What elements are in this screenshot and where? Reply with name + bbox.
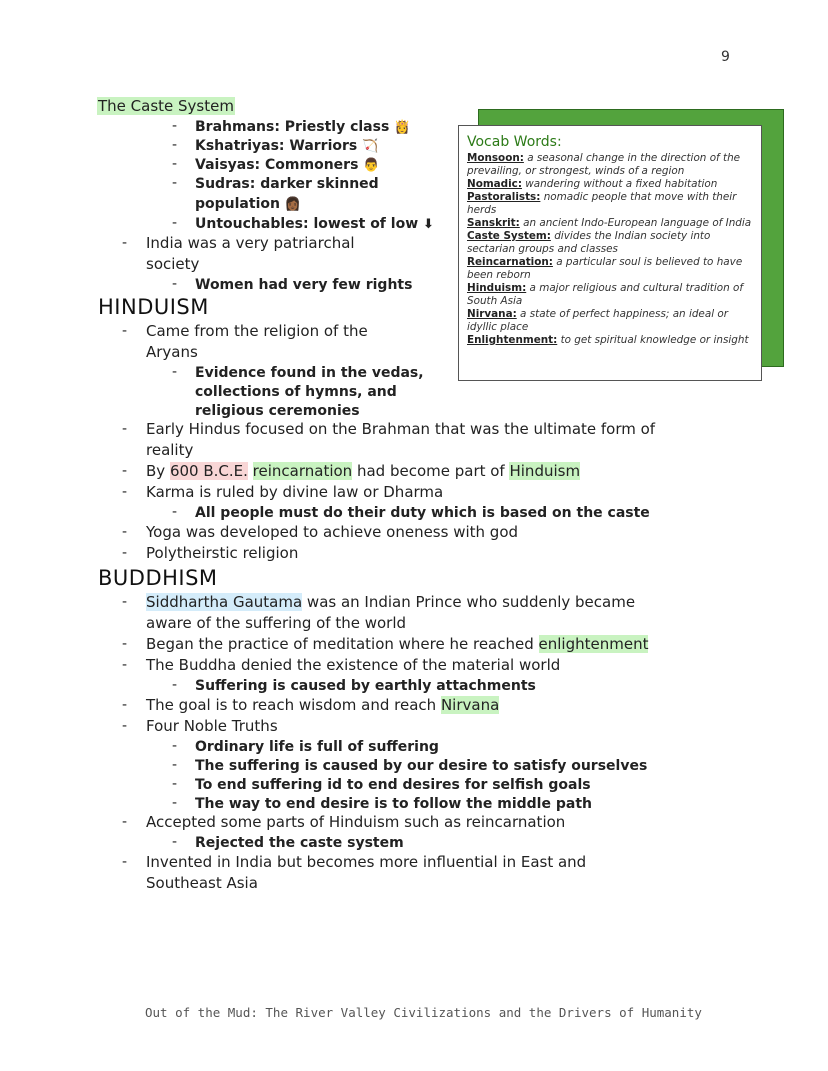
noble-truth-1: Ordinary life is full of suffering <box>195 739 439 755</box>
page-number: 9 <box>721 49 730 65</box>
buddhism-bullet6: Accepted some parts of Hinduism such as reincarnation <box>146 813 566 831</box>
hinduism-bullet3: By 600 B.C.E. reincarnation had become part of Hinduism <box>146 462 581 480</box>
caste-item-brahmans: Brahmans: Priestly class 👸 <box>195 119 411 135</box>
buddhism-bullet3: The Buddha denied the existence of the material world <box>146 656 561 674</box>
hinduism-bullet6: Polytheirstic religion <box>146 544 299 562</box>
buddhism-bullet7-line2: Southeast Asia <box>146 874 258 892</box>
hinduism-bullet1-line2: Aryans <box>146 343 198 361</box>
vocab-monsoon: Monsoon: a seasonal change in the direction of the prevailing, or strongest, winds of a region <box>467 152 741 177</box>
caste-item-sudras-cont: population 👩🏾 <box>195 196 302 212</box>
vocab-title: Vocab Words: <box>467 134 562 150</box>
hinduism-bullet4-sub: All people must do their duty which is based on the caste <box>195 505 650 521</box>
vocab-nomadic: Nomadic: wandering without a fixed habitation <box>467 178 718 190</box>
hinduism-sub1-line3: religious ceremonies <box>195 403 360 419</box>
buddhism-bullet6-sub: Rejected the caste system <box>195 835 404 851</box>
bow-arrow-icon: 🏹 <box>362 139 379 154</box>
vocab-sanskrit: Sanskrit: an ancient Indo-European language of India <box>467 217 752 229</box>
noble-truth-3: To end suffering id to end desires for selfish goals <box>195 777 591 793</box>
caste-item-vaisyas: Vaisyas: Commoners 👨 <box>195 157 380 173</box>
caste-system-title: The Caste System <box>98 97 234 115</box>
hinduism-heading: HINDUISM <box>98 295 209 319</box>
buddhism-bullet1-line2: aware of the suffering of the world <box>146 614 407 632</box>
buddhism-bullet3-sub: Suffering is caused by earthly attachments <box>195 678 536 694</box>
vocab-box <box>458 125 762 381</box>
vocab-caste-system: Caste System: divides the Indian society into sectarian groups and classes <box>467 230 711 255</box>
vocab-reincarnation: Reincarnation: a particular soul is believed to have been reborn <box>467 256 743 281</box>
noble-truth-2: The suffering is caused by our desire to satisfy ourselves <box>195 758 648 774</box>
vocab-pastoralists: Pastoralists: nomadic people that move with their herds <box>467 191 737 216</box>
vocab-hinduism: Hinduism: a major religious and cultural tradition of South Asia <box>467 282 744 307</box>
caste-item-sudras: Sudras: darker skinned <box>195 176 379 192</box>
footer: Out of the Mud: The River Valley Civilizations and the Drivers of Humanity <box>145 1005 702 1020</box>
hinduism-bullet4: Karma is ruled by divine law or Dharma <box>146 483 444 501</box>
hinduism-bullet2-line2: reality <box>146 441 194 459</box>
buddhism-heading: BUDDHISM <box>98 566 218 590</box>
woman-icon: 👩🏾 <box>284 197 302 212</box>
man-icon: 👨 <box>363 158 380 173</box>
hinduism-bullet2-line1: Early Hindus focused on the Brahman that was the ultimate form of <box>146 420 656 438</box>
caste-item-kshatriyas: Kshatriyas: Warriors 🏹 <box>195 138 379 154</box>
noble-truth-4: The way to end desire is to follow the middle path <box>195 796 592 812</box>
hinduism-sub1-line2: collections of hymns, and <box>195 384 397 400</box>
buddhism-bullet1-line1: Siddhartha Gautama was an Indian Prince who suddenly became <box>146 593 636 611</box>
down-arrow-icon: ⬇ <box>423 217 434 232</box>
princess-icon: 👸 <box>394 120 411 135</box>
caste-item-untouchables: Untouchables: lowest of low ⬇ <box>195 216 434 232</box>
vocab-enlightenment: Enlightenment: to get spiritual knowledge or insight <box>467 334 749 346</box>
buddhism-bullet5: Four Noble Truths <box>146 717 278 735</box>
vocab-nirvana: Nirvana: a state of perfect happiness; an ideal or idyllic place <box>467 308 729 333</box>
buddhism-bullet4: The goal is to reach wisdom and reach Nirvana <box>146 696 500 714</box>
buddhism-bullet2: Began the practice of meditation where he reached enlightenment <box>146 635 649 653</box>
hinduism-sub1-line1: Evidence found in the vedas, <box>195 365 424 381</box>
buddhism-bullet7-line1: Invented in India but becomes more influential in East and <box>146 853 587 871</box>
patriarchal-line1: India was a very patriarchal <box>146 234 355 252</box>
patriarchal-line2: society <box>146 255 200 273</box>
hinduism-bullet1-line1: Came from the religion of the <box>146 322 368 340</box>
women-rights: Women had very few rights <box>195 277 413 293</box>
hinduism-bullet5: Yoga was developed to achieve oneness with god <box>146 523 519 541</box>
